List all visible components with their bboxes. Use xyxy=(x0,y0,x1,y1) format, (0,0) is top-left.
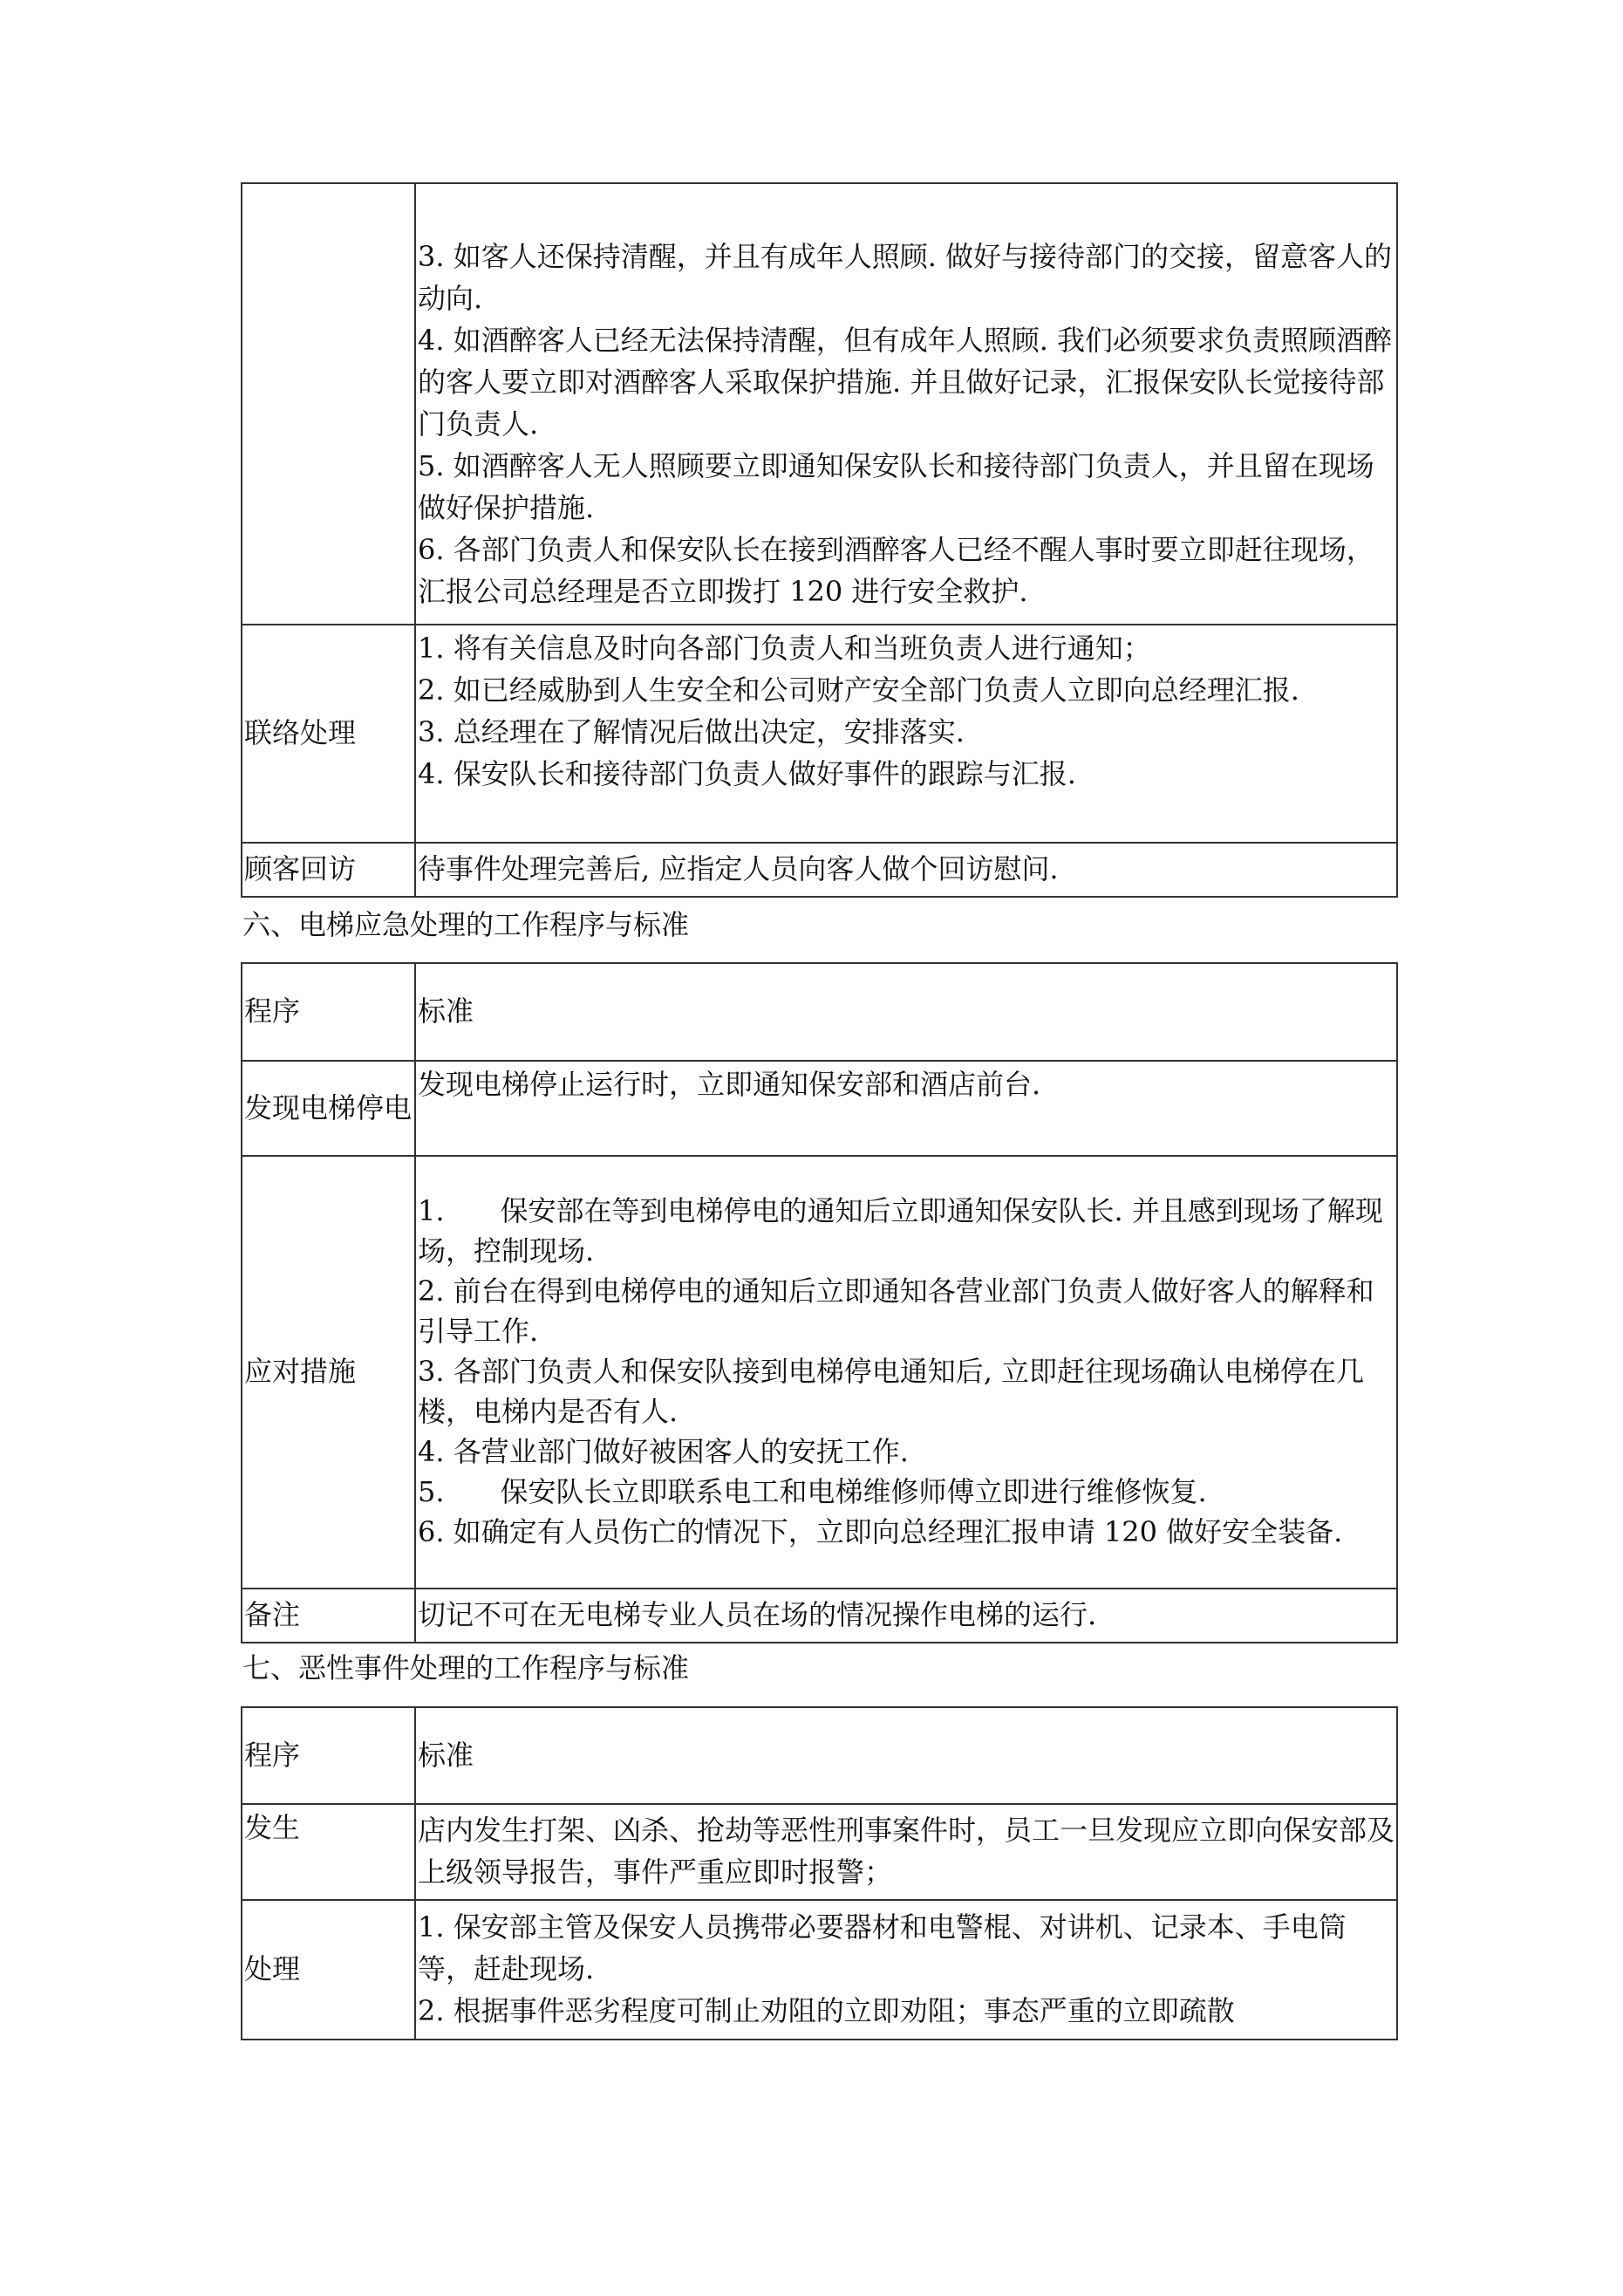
table-drunk-guest-contd xyxy=(241,182,1398,898)
table-elevator-emergency xyxy=(241,962,1398,1643)
row-content xyxy=(415,1900,1397,2040)
table-row xyxy=(242,625,1397,843)
content-line: 4. 如酒醉客人已经无法保持清醒，但有成年人照顾. 我们必须要求负责照顾酒醉的客人要立即对酒醉客人采取保护措施. 并且做好记录，汇报保安队长觉接待部门负责人. xyxy=(418,324,1393,441)
content-line: 店内发生打架、凶杀、抢劫等恶性刑事案件时，员工一旦发现应立即向保安部及上级领导报告，事件严重应即时报警； xyxy=(418,1814,1395,1889)
content-line: 2. 如已经威胁到人生安全和公司财产安全部门负责人立即向总经理汇报. xyxy=(418,673,1299,707)
content-line: 3. 如客人还保持清醒，并且有成年人照顾. 做好与接待部门的交接，留意客人的动向. xyxy=(418,240,1393,315)
content-line: 3. 各部门负责人和保安队接到电梯停电通知后, 立即赶往现场确认电梯停在几楼，电梯内是否有人. xyxy=(418,1355,1365,1428)
row-label: 发生 xyxy=(242,1804,415,1900)
table-row xyxy=(242,183,1397,625)
table-row xyxy=(242,1900,1397,2040)
table-header-row xyxy=(242,963,1397,1061)
row-label: 联络处理 xyxy=(242,625,415,843)
table-row xyxy=(242,843,1397,897)
content-line: 5. 保安队长立即联系电工和电梯维修师傅立即进行维修恢复. xyxy=(418,1475,1207,1508)
table-row xyxy=(242,1804,1397,1900)
row-label xyxy=(242,183,415,625)
row-content xyxy=(415,843,1397,897)
row-label: 发现电梯停电 xyxy=(242,1061,415,1156)
row-content xyxy=(415,1061,1397,1156)
row-content xyxy=(415,1804,1397,1900)
row-label: 处理 xyxy=(242,1900,415,2040)
content-line: 2. 前台在得到电梯停电的通知后立即通知各营业部门负责人做好客人的解释和引导工作. xyxy=(418,1274,1374,1348)
content-line: 1. 保安部主管及保安人员携带必要器材和电警棍、对讲机、记录本、手电筒等，赶赴现场. xyxy=(418,1910,1347,1985)
row-content xyxy=(415,1156,1397,1589)
content-line: 2. 根据事件恶劣程度可制止劝阻的立即劝阻；事态严重的立即疏散 xyxy=(418,1994,1235,2027)
section-heading: 七、恶性事件处理的工作程序与标准 xyxy=(242,1651,690,1684)
header-cell-standard: 标准 xyxy=(415,963,1397,1061)
content-line: 5. 如酒醉客人无人照顾要立即通知保安队长和接待部门负责人，并且留在现场做好保护措施. xyxy=(418,449,1374,524)
row-label: 应对措施 xyxy=(242,1156,415,1589)
table-violent-incident xyxy=(241,1706,1398,2040)
row-content xyxy=(415,183,1397,625)
content-line: 发现电梯停止运行时，立即通知保安部和酒店前台. xyxy=(418,1068,1041,1101)
row-content xyxy=(415,625,1397,843)
content-line: 4. 各营业部门做好被困客人的安抚工作. xyxy=(418,1435,909,1468)
table-row xyxy=(242,1061,1397,1156)
content-line: 1. 保安部在等到电梯停电的通知后立即通知保安队长. 并且感到现场了解现场，控制现场. xyxy=(418,1194,1383,1268)
content-line: 6. 如确定有人员伤亡的情况下，立即向总经理汇报申请 120 做好安全装备. xyxy=(418,1515,1343,1548)
section-heading: 六、电梯应急处理的工作程序与标准 xyxy=(242,908,690,941)
content-line: 3. 总经理在了解情况后做出决定，安排落实. xyxy=(418,715,965,748)
table-header-row xyxy=(242,1707,1397,1804)
content-line: 4. 保安队长和接待部门负责人做好事件的跟踪与汇报. xyxy=(418,757,1076,790)
table-row xyxy=(242,1156,1397,1589)
content-line: 1. 将有关信息及时向各部门负责人和当班负责人进行通知； xyxy=(418,632,1151,665)
content-line: 待事件处理完善后, 应指定人员向客人做个回访慰问. xyxy=(418,852,1059,885)
row-label: 备注 xyxy=(242,1589,415,1643)
header-cell-procedure: 程序 xyxy=(242,1707,415,1804)
row-content xyxy=(415,1589,1397,1643)
table-row xyxy=(242,1589,1397,1643)
row-label: 顾客回访 xyxy=(242,843,415,897)
content-line: 切记不可在无电梯专业人员在场的情况操作电梯的运行. xyxy=(418,1598,1097,1631)
content-line: 6. 各部门负责人和保安队长在接到酒醉客人已经不醒人事时要立即赶往现场，汇报公司总经理是否立即拨打 120 进行安全救护. xyxy=(418,533,1374,608)
header-cell-standard: 标准 xyxy=(415,1707,1397,1804)
header-cell-procedure: 程序 xyxy=(242,963,415,1061)
